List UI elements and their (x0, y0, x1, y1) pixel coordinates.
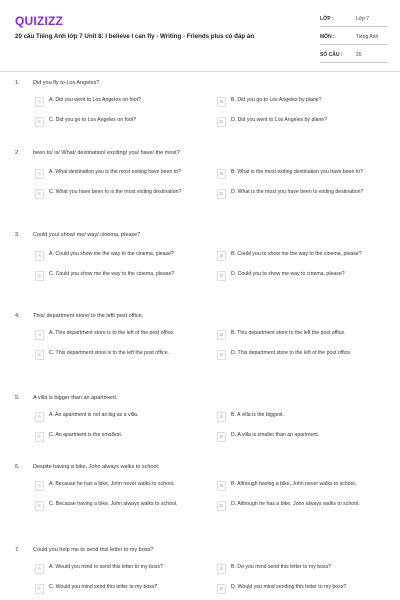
option-text: B. This department store to the left the post office. (231, 330, 346, 336)
question-text: Despite having a bike, John always walks to school. (33, 464, 160, 470)
question-number: 6. (15, 464, 20, 470)
option-text: D. Could you to show me way to cinema, please? (231, 271, 345, 277)
meta-value: Lớp 7 (356, 16, 370, 22)
option-text: A. This department store is to the left of the post office. (49, 330, 175, 336)
question-number: 5. (15, 395, 20, 401)
option-letter-badge: D (217, 189, 226, 199)
question-text: Could you help me to send this letter to my boss? (33, 547, 154, 553)
option-text: B. Could you to show me the way to the cinema, please? (231, 251, 362, 257)
option-text: C. What you have been to is the most exiting destination? (49, 189, 182, 195)
answer-option-b[interactable] (217, 412, 382, 422)
option-letter-badge: C (35, 350, 44, 360)
answer-option-d[interactable] (217, 189, 382, 199)
answer-option-b[interactable] (217, 97, 382, 107)
meta-key: LỚP : (320, 16, 334, 22)
option-text: D. Would you mind sending this letter to my boss? (231, 584, 347, 590)
answer-option-a[interactable] (35, 251, 200, 261)
worksheet-header (0, 0, 400, 70)
option-text: B. What is the most exiting destination you have been to? (231, 169, 364, 175)
meta-row-class (320, 12, 388, 27)
question-number: 3. (15, 232, 20, 238)
option-text: B. Did you go to Los Angeles by plane? (231, 97, 322, 103)
question-text: A villa is bigger than an apartment. (33, 395, 118, 401)
option-letter-badge: D (217, 584, 226, 594)
option-letter-badge: C (35, 432, 44, 442)
option-text: A. Did you went to Los Angeles on foot? (49, 97, 141, 103)
question-text: Did you fly to Los Angeles? (33, 80, 100, 86)
option-letter-badge: A (35, 330, 44, 340)
meta-row-subject (320, 30, 388, 45)
answer-option-c[interactable] (35, 501, 200, 511)
answer-option-d[interactable] (217, 350, 382, 360)
answer-option-a[interactable] (35, 564, 200, 574)
question-text: been to/ is/ What/ destination/ exciting/ you/ have/ the most? (33, 150, 180, 156)
answer-option-c[interactable] (35, 189, 200, 199)
option-text: C. An apartment is the smallest. (49, 432, 123, 438)
answer-option-a[interactable] (35, 412, 200, 422)
meta-key: SỐ CÂU : (320, 52, 343, 58)
option-letter-badge: A (35, 564, 44, 574)
option-letter-badge: C (35, 189, 44, 199)
option-letter-badge: C (35, 271, 44, 281)
option-letter-badge: D (217, 271, 226, 281)
option-letter-badge: D (217, 350, 226, 360)
worksheet-title: 20 câu Tiếng Anh lớp 7 Unit 8: I believe I can fly - Writing - Friends plus có đáp án (15, 33, 255, 40)
option-text: D. What is the most you have been to exiting destination? (231, 189, 364, 195)
meta-key: MÔN : (320, 34, 335, 40)
answer-option-d[interactable] (217, 117, 382, 127)
option-text: B. A villa is the biggest. (231, 412, 285, 418)
option-letter-badge: A (35, 412, 44, 422)
answer-option-b[interactable] (217, 251, 382, 261)
option-letter-badge: B (217, 412, 226, 422)
quizizz-logo: QUIZIZZ (15, 14, 64, 28)
answer-option-b[interactable] (217, 330, 382, 340)
option-text: C. Did you go to Los Angeles on foot? (49, 117, 137, 123)
option-letter-badge: D (217, 432, 226, 442)
question-text: This/ department store/ to the left/ post office. (33, 313, 144, 319)
option-text: C. Because having a bike, John always walks to school. (49, 501, 178, 507)
meta-value: 20 (356, 52, 362, 58)
option-letter-badge: B (217, 564, 226, 574)
answer-option-c[interactable] (35, 350, 200, 360)
option-text: C. Could you show me the way to the cinema, please? (49, 271, 175, 277)
option-text: B. Do you mind send this letter to my boss? (231, 564, 332, 570)
answer-option-b[interactable] (217, 564, 382, 574)
option-letter-badge: A (35, 481, 44, 491)
answer-option-a[interactable] (35, 169, 200, 179)
question-number: 7. (15, 547, 20, 553)
answer-option-c[interactable] (35, 271, 200, 281)
answer-option-d[interactable] (217, 501, 382, 511)
option-letter-badge: C (35, 117, 44, 127)
answer-option-b[interactable] (217, 169, 382, 179)
option-text: D. This department store to the left of the post office. (231, 350, 352, 356)
answer-option-d[interactable] (217, 432, 382, 442)
question-text: Could you/ show/ me/ way/ cinema, please? (33, 232, 141, 238)
answer-option-c[interactable] (35, 432, 200, 442)
option-letter-badge: B (217, 330, 226, 340)
option-letter-badge: C (35, 584, 44, 594)
option-letter-badge: B (217, 251, 226, 261)
answer-option-a[interactable] (35, 481, 200, 491)
option-letter-badge: D (217, 501, 226, 511)
question-number: 2. (15, 150, 20, 156)
option-letter-badge: A (35, 169, 44, 179)
question-number: 4. (15, 313, 20, 319)
option-text: A. Because he has a bike, John never walks to school. (49, 481, 175, 487)
option-letter-badge: B (217, 97, 226, 107)
option-text: A. Could you show me the way to the cinema, please? (49, 251, 174, 257)
answer-option-c[interactable] (35, 584, 200, 594)
answer-option-a[interactable] (35, 330, 200, 340)
answer-option-d[interactable] (217, 584, 382, 594)
worksheet-meta (320, 12, 388, 66)
option-letter-badge: C (35, 501, 44, 511)
option-letter-badge: B (217, 169, 226, 179)
option-letter-badge: A (35, 97, 44, 107)
option-letter-badge: D (217, 117, 226, 127)
meta-value: Tiếng Anh (356, 34, 379, 40)
option-text: A. What destination you is the most exiting have been to? (49, 169, 182, 175)
option-text: C. Would you mind send this letter to my boss? (49, 584, 158, 590)
option-text: D. Although he has a bike, John always walks to school. (231, 501, 360, 507)
answer-option-c[interactable] (35, 117, 200, 127)
option-text: C. This department store is to the left the post office. (49, 350, 170, 356)
meta-row-count (320, 48, 388, 63)
answer-option-d[interactable] (217, 271, 382, 281)
option-text: D. Did you went to Los Angeles by plane? (231, 117, 328, 123)
question-number: 1. (15, 80, 20, 86)
option-text: A. Would you mind to send this letter to my boss? (49, 564, 163, 570)
option-text: D. A villa is smaller than an apartment. (231, 432, 320, 438)
header-divider (0, 71, 400, 72)
option-letter-badge: B (217, 481, 226, 491)
answer-option-a[interactable] (35, 97, 200, 107)
option-text: B. Although having a bike, John never walks to school. (231, 481, 357, 487)
option-letter-badge: A (35, 251, 44, 261)
answer-option-b[interactable] (217, 481, 382, 491)
option-text: A. An apartment is not as big as a villa. (49, 412, 139, 418)
